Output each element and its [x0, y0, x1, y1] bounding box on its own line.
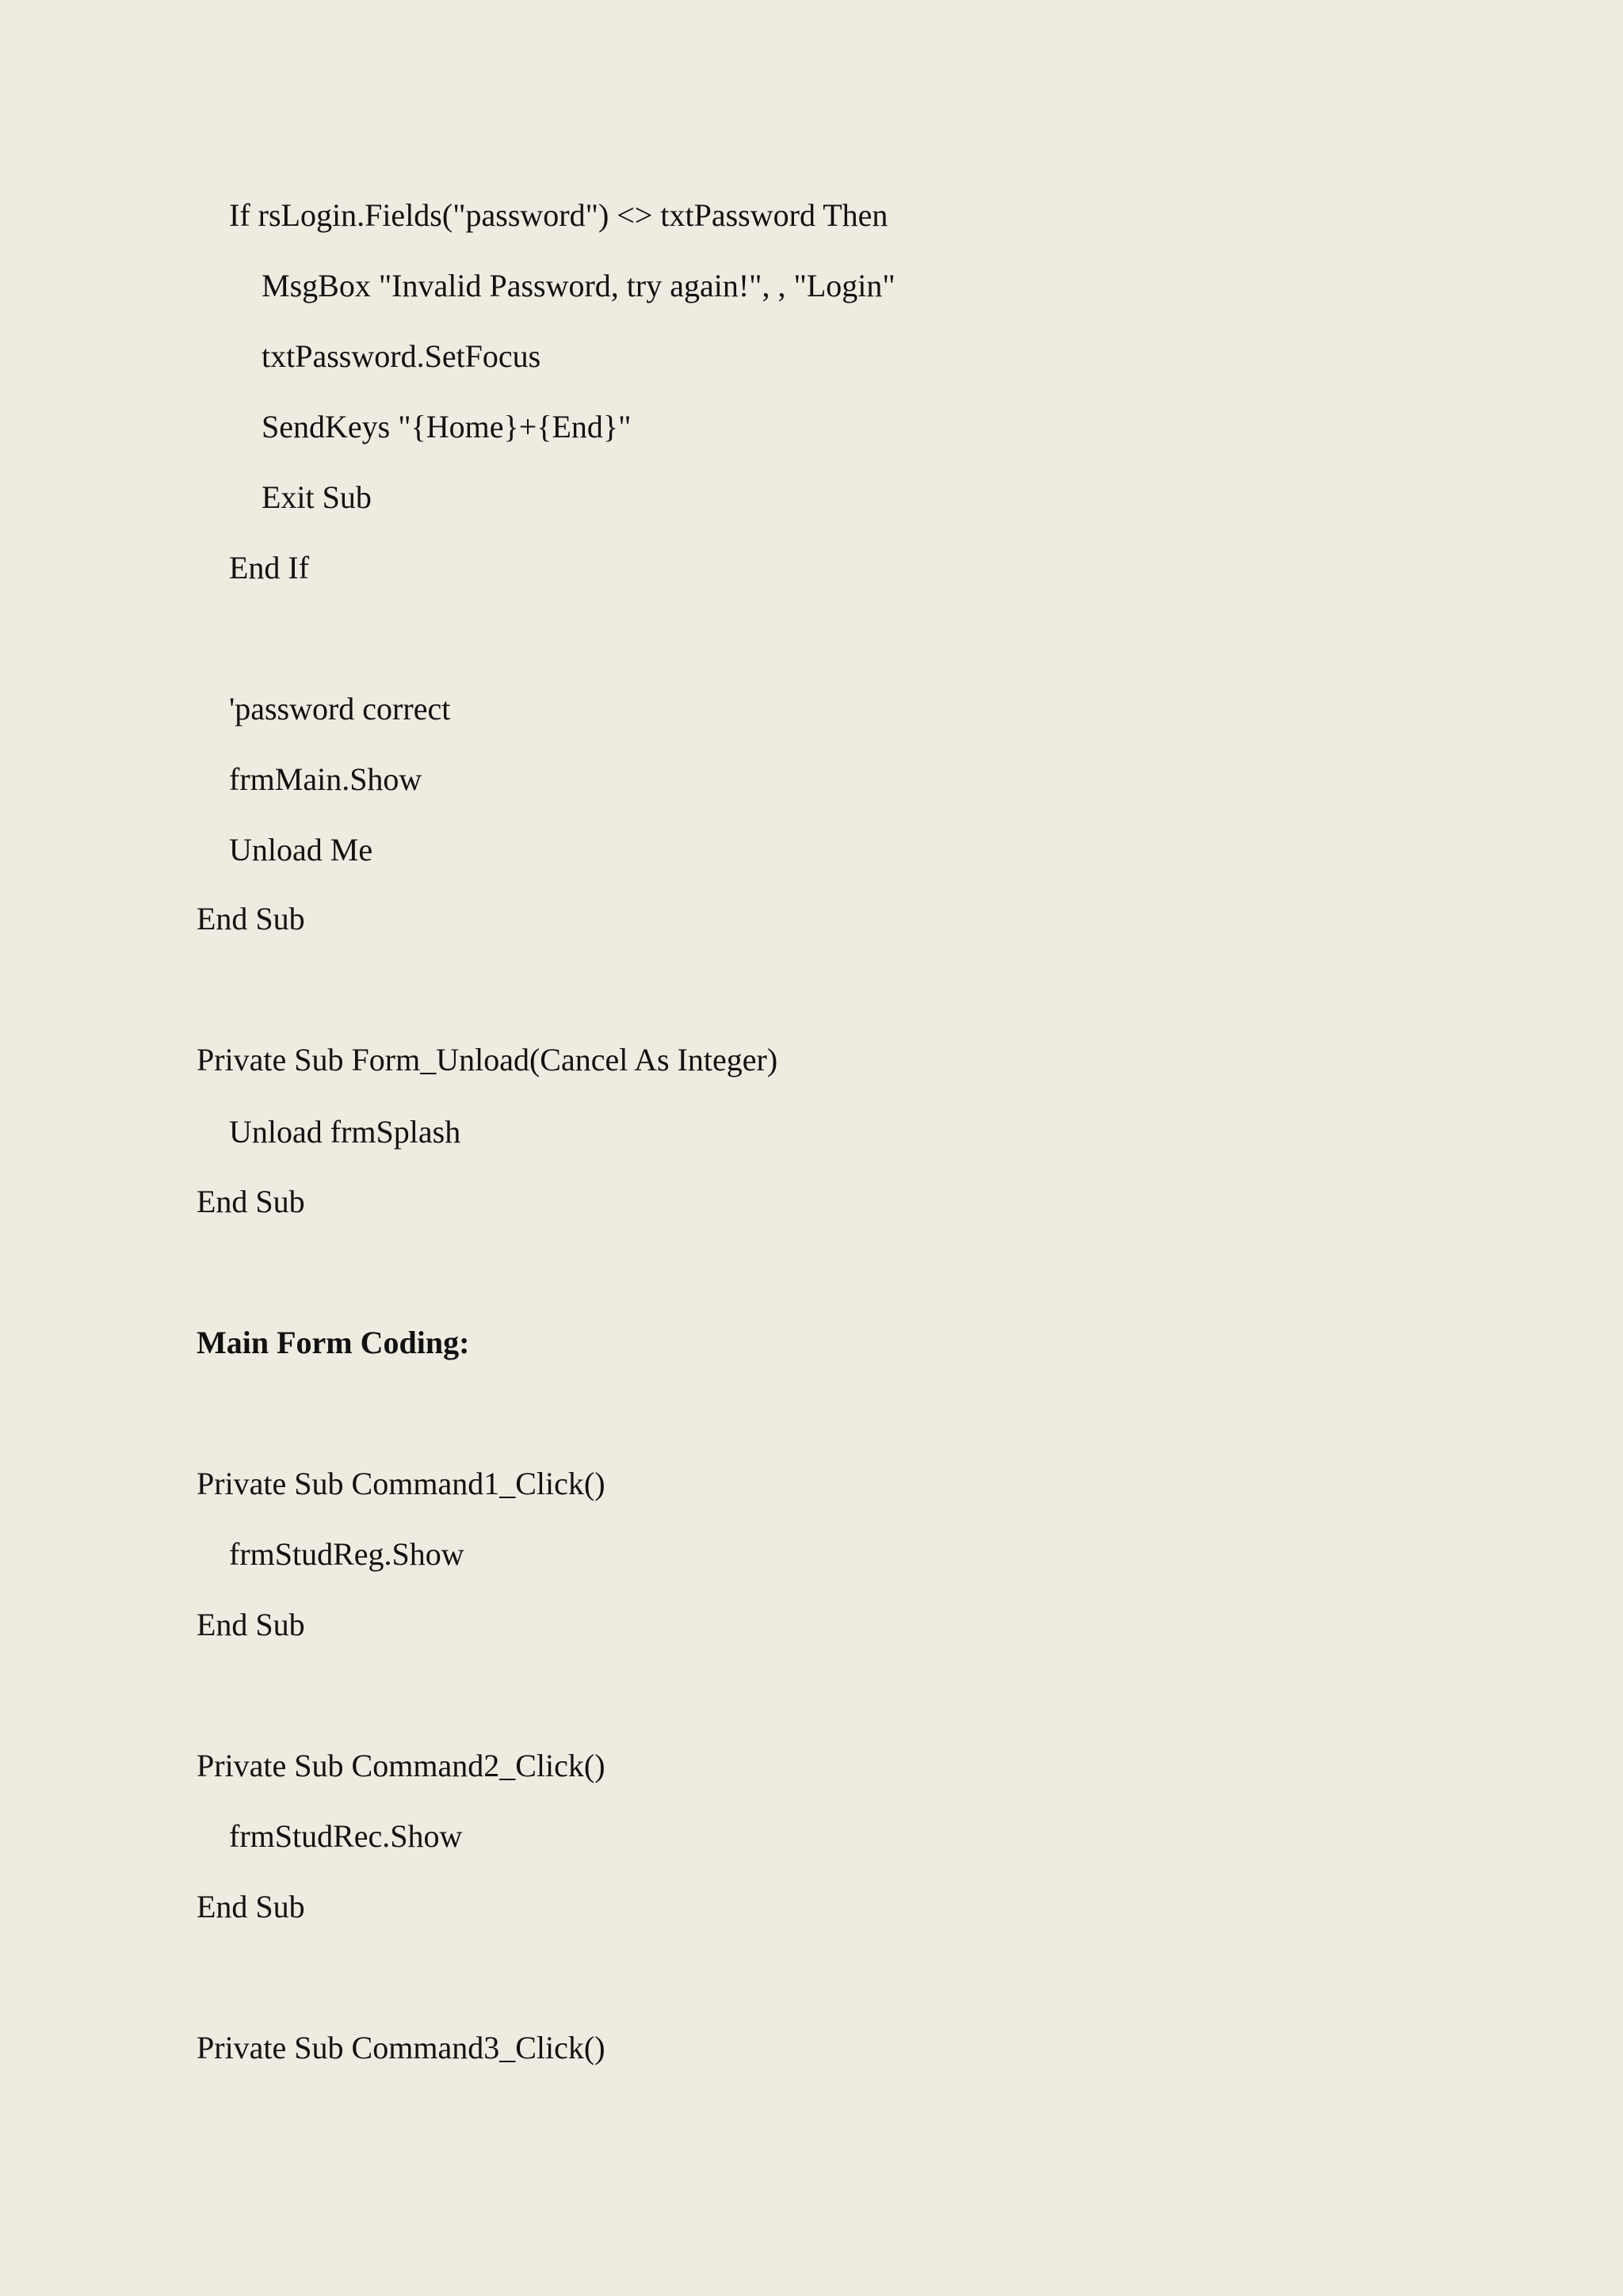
code-line: End Sub [197, 1889, 305, 1924]
code-line: Private Sub Command1_Click() [197, 1466, 605, 1501]
code-line: End If [229, 550, 310, 585]
code-line: frmStudRec.Show [229, 1818, 463, 1854]
code-line: If rsLogin.Fields("password") <> txtPassword Then [229, 197, 888, 233]
code-line: SendKeys "{Home}+{End}" [262, 409, 632, 444]
code-line: End Sub [197, 1607, 305, 1642]
code-line: Exit Sub [262, 479, 372, 515]
code-line: Private Sub Form_Unload(Cancel As Integer) [197, 1042, 778, 1077]
section-heading: Main Form Coding: [197, 1325, 470, 1360]
code-line: End Sub [197, 1184, 305, 1219]
code-line: End Sub [197, 901, 305, 936]
code-line: txtPassword.SetFocus [262, 338, 541, 374]
code-line: Private Sub Command3_Click() [197, 2030, 605, 2065]
code-line: Unload frmSplash [229, 1114, 461, 1150]
code-comment: 'password correct [229, 691, 451, 727]
code-line: frmMain.Show [229, 761, 422, 797]
code-line: frmStudReg.Show [229, 1536, 464, 1572]
code-line: MsgBox "Invalid Password, try again!", , "Login" [262, 268, 896, 303]
code-line: Private Sub Command2_Click() [197, 1748, 605, 1783]
code-line: Unload Me [229, 832, 373, 868]
